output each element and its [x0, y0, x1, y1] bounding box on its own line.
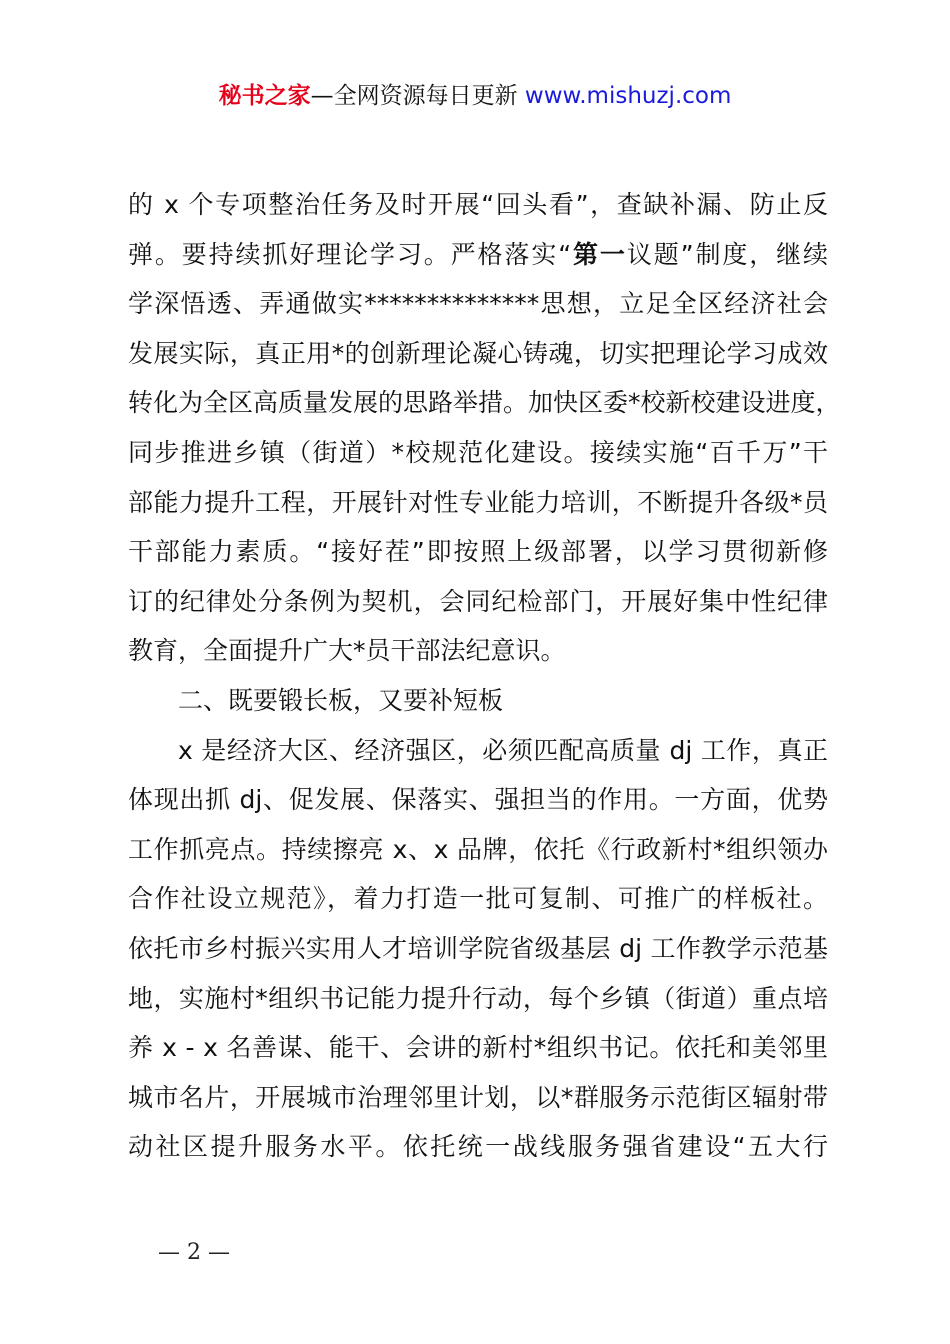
body-line: 教育，全面提升广大*员干部法纪意识。	[128, 636, 566, 666]
body-line: 养 x - x 名善谋、能干、会讲的新村*组织书记。依托和美邻里	[128, 1033, 828, 1063]
section-heading: 二、既要锻长板，又要补短板	[178, 685, 504, 715]
body-line	[128, 230, 828, 280]
body-line: 动社区提升服务水平。依托统一战线服务强省建设“五大行	[128, 1132, 828, 1162]
body-line: 依托市乡村振兴实用人才培训学院省级基层 dj 工作教学示范基	[128, 933, 828, 963]
body-line-text: 弹。要持续抓好理论学习。严格落实“	[128, 239, 572, 269]
body-line-text: 议题”制度，继续	[626, 239, 828, 269]
body-line: 部能力提升工程，开展针对性专业能力培训，不断提升各级*员	[128, 487, 828, 517]
body-line: 同步推进乡镇（街道）*校规范化建设。接续实施“百千万”干	[128, 437, 828, 467]
body-line: 发展实际，真正用*的创新理论凝心铸魂，切实把理论学习成效	[128, 338, 828, 368]
body-line: 的 x 个专项整治任务及时开展“回头看”，查缺补漏、防止反	[128, 190, 828, 219]
page-number: — 2 —	[158, 1240, 230, 1265]
body-line: 订的纪律处分条例为契机，会同纪检部门，开展好集中性纪律	[128, 586, 828, 616]
body-line: 合作社设立规范》，着力打造一批可复制、可推广的样板社。	[128, 884, 828, 914]
brand-name: 秘书之家	[218, 83, 311, 109]
site-header	[0, 80, 950, 112]
body-line: x 是经济大区、经济强区，必须匹配高质量 dj 工作，真正	[178, 735, 828, 765]
body-line: 城市名片，开展城市治理邻里计划，以*群服务示范街区辐射带	[128, 1082, 828, 1112]
body-line: 体现出抓 dj、促发展、保落实、强担当的作用。一方面，优势	[128, 785, 828, 815]
body-line: 转化为全区高质量发展的思路举措。加快区委*校新校建设进度，	[128, 388, 841, 418]
site-url[interactable]: www.mishuzj.com	[524, 83, 732, 109]
bold-text: 第一	[571, 239, 627, 269]
document-body	[128, 180, 841, 1172]
header-tagline: —全网资源每日更新	[310, 83, 525, 109]
body-line: 学深悟透、弄通做实**************思想，立足全区经济社会	[128, 289, 828, 319]
body-line: 工作抓亮点。持续擦亮 x、x 品牌，依托《行政新村*组织领办	[128, 834, 828, 864]
body-line: 地，实施村*组织书记能力提升行动，每个乡镇（街道）重点培	[128, 983, 828, 1013]
body-line: 干部能力素质。“接好茬”即按照上级部署，以学习贯彻新修	[128, 537, 828, 567]
